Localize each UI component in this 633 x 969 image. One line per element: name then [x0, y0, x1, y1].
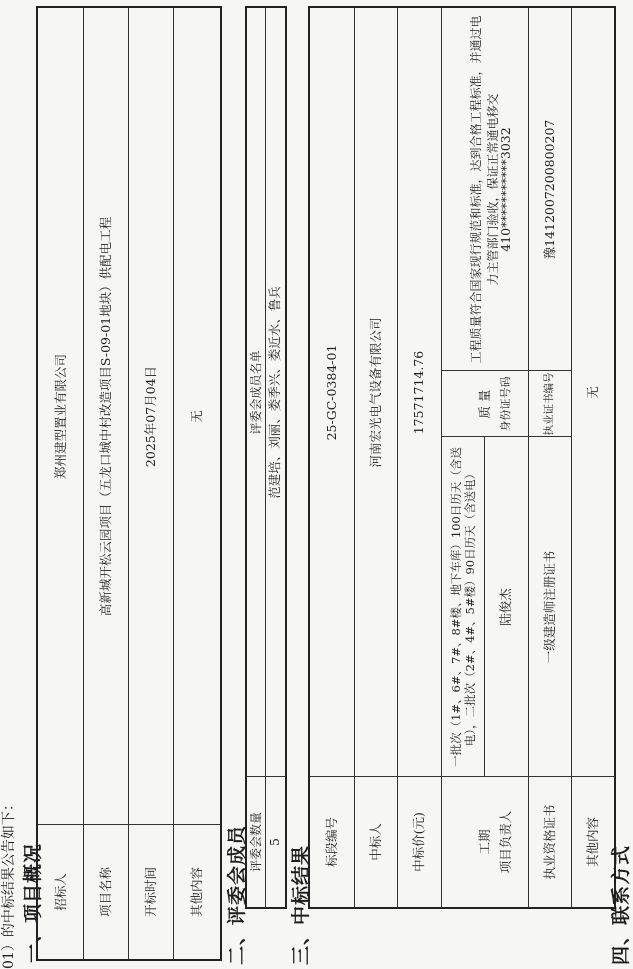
label-committee-count: 评委会数量 — [249, 812, 263, 873]
value-project-manager: 陆俊杰 — [498, 588, 513, 626]
value-period: 一批次（1#、6#、7#、8#楼、地下车库）100日历天（含送电），二批次（2#、4#、5#楼）90日历天（含送电） — [448, 447, 477, 767]
section3-heading: 三、中标结果 — [290, 844, 312, 965]
label-winner: 中标人 — [367, 823, 383, 861]
label-certificate-number: 执业证书编号 — [543, 372, 555, 436]
value-other-3: 无 — [584, 386, 600, 399]
label-project-manager: 项目负责人 — [498, 810, 513, 874]
label-tenderer: 招标人 — [52, 873, 68, 911]
value-other-1: 无 — [188, 410, 204, 423]
value-project-name: 高新城开松云园项目（五龙口城中村改造项目S-09-01地块）供配电工程 — [97, 216, 113, 617]
label-price: 中标价(元) — [411, 812, 426, 872]
label-period: 工期 — [476, 829, 492, 855]
value-certificate-number: 豫141200720080020​7 — [541, 119, 557, 260]
intro-text: 01）的中标结果公告如下： — [1, 797, 17, 969]
section2-heading: 二、评委会成员 — [226, 824, 248, 965]
value-committee-members: 范建培、刘丽、娄季兴、娄近水、鲁兵 — [267, 286, 282, 499]
label-other-3: 其他内容 — [584, 817, 600, 868]
label-id-number: 身份证号码 — [499, 376, 512, 432]
label-quality: 质 量 — [476, 389, 492, 419]
value-qualification: 一级建造师注册证书 — [541, 550, 557, 664]
label-project-name: 项目名称 — [97, 867, 113, 918]
label-other-1: 其他内容 — [188, 867, 204, 918]
value-price: 17571714.76 — [411, 350, 426, 435]
value-opening-date: 2025年07月04日 — [142, 365, 158, 468]
value-winner: 河南宏光电气设备有限公司 — [367, 317, 383, 468]
value-quality: 工程质量符合国家现行规范和标准，达到合格工程标准，并通过电力主管部门验收，保证正常通电移交 — [468, 15, 500, 364]
section4-heading: 四、联系方式 — [610, 844, 632, 965]
label-qualification: 执业资格证书 — [541, 804, 557, 880]
section1-heading: 一、项目概况 — [22, 842, 44, 963]
value-id-number: 410***********3032 — [498, 127, 513, 252]
committee-table — [245, 6, 287, 909]
value-bid-number: 25-GC-0384-01 — [324, 344, 339, 441]
label-opening-date: 开标时间 — [142, 867, 158, 918]
label-committee-list: 评委会成员名单 — [249, 350, 263, 435]
value-tenderer: 郑州建型置业有限公司 — [52, 354, 68, 480]
label-bid-number: 标段编号 — [324, 817, 339, 868]
value-committee-count: 5 — [267, 838, 282, 846]
bid-result-table — [308, 6, 616, 909]
project-overview-table — [36, 6, 222, 961]
